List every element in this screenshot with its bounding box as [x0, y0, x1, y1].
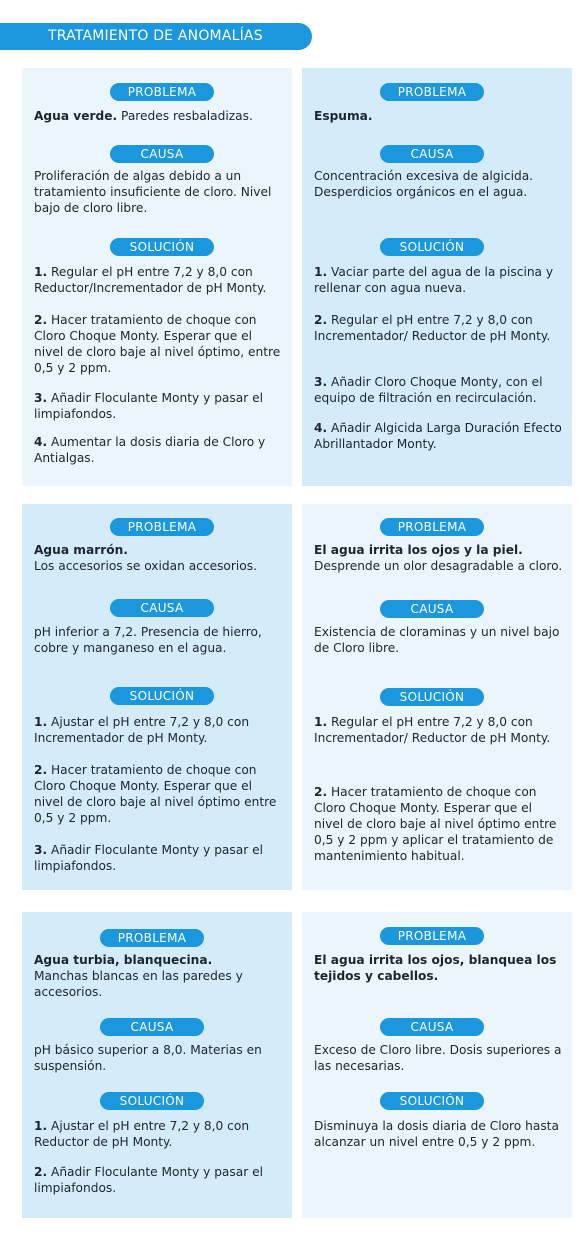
problem-description: [34, 542, 284, 574]
card-agua-verde: [22, 68, 292, 486]
problema-badge: PROBLEMA: [110, 518, 214, 536]
solucion-badge: SOLUCIÓN: [110, 687, 214, 705]
problem-title: El agua irrita los ojos, blanquea los tejidos y cabellos.: [314, 953, 557, 983]
cause-text: pH inferior a 7,2. Presencia de hierro, cobre y manganeso en el agua.: [34, 625, 262, 655]
problem-description: [314, 952, 564, 984]
solution-step: 1. Regular el pH entre 7,2 y 8,0 con Incrementador/ Reductor de pH Monty.: [314, 715, 551, 745]
problem-detail: Manchas blancas en las paredes y accesorios.: [34, 969, 243, 999]
problem-title: Espuma.: [314, 109, 373, 123]
causa-badge: CAUSA: [100, 1018, 204, 1036]
problem-detail: Desprende un olor desagradable a cloro.: [314, 559, 563, 573]
card-irrita-ojos-piel: [302, 504, 572, 890]
solution-step: 2. Regular el pH entre 7,2 y 8,0 con Incrementador/ Reductor de pH Monty.: [314, 313, 551, 343]
problema-badge: PROBLEMA: [380, 927, 484, 945]
cause-text: Exceso de Cloro libre. Dosis superiores a las necesarias.: [314, 1043, 562, 1073]
solution-step: 2. Añadir Floculante Monty y pasar el limpiafondos.: [34, 1165, 263, 1195]
solution-step: 1. Ajustar el pH entre 7,2 y 8,0 con Incrementador de pH Monty.: [34, 715, 250, 745]
problem-detail: Los accesorios se oxidan accesorios.: [34, 559, 257, 573]
solucion-badge: SOLUCIÓN: [380, 238, 484, 256]
problem-title: Agua turbia, blanquecina.: [34, 953, 213, 967]
card-agua-turbia: [22, 912, 292, 1218]
causa-badge: CAUSA: [380, 145, 484, 163]
solution-step: 2. Hacer tratamiento de choque con Cloro Choque Monty. Esperar que el nivel de cloro baje al nivel óptimo, entre 0,5 y 2 ppm.: [34, 313, 281, 375]
cause-text: Concentración excesiva de algicida. Desperdicios orgánicos en el agua.: [314, 169, 534, 199]
solution-step: 1. Ajustar el pH entre 7,2 y 8,0 con Reductor de pH Monty.: [34, 1119, 250, 1149]
section-title: TRATAMIENTO DE ANOMALÍAS: [0, 23, 312, 50]
problema-badge: PROBLEMA: [110, 83, 214, 101]
solucion-badge: SOLUCIÓN: [110, 238, 214, 256]
problem-description: [314, 108, 564, 124]
cause-text: pH básico superior a 8,0. Materias en suspensión.: [34, 1043, 262, 1073]
solution-step: 1. Vaciar parte del agua de la piscina y rellenar con agua nueva.: [314, 265, 554, 295]
causa-badge: CAUSA: [110, 145, 214, 163]
causa-badge: CAUSA: [380, 600, 484, 618]
problem-detail: Paredes resbaladizas.: [117, 109, 253, 123]
causa-badge: CAUSA: [110, 599, 214, 617]
solution-step: 1. Regular el pH entre 7,2 y 8,0 con Reductor/Incrementador de pH Monty.: [34, 265, 267, 295]
solution-step: 4. Añadir Algicida Larga Duración Efecto Abrillantador Monty.: [314, 421, 562, 451]
solution-step: 3. Añadir Cloro Choque Monty, con el equipo de filtración en recirculación.: [314, 375, 543, 405]
problema-badge: PROBLEMA: [380, 83, 484, 101]
solucion-badge: SOLUCIÓN: [380, 688, 484, 706]
solution-step: 3. Añadir Floculante Monty y pasar el limpiafondos.: [34, 843, 263, 873]
solucion-badge: SOLUCIÓN: [380, 1092, 484, 1110]
solution-step: 2. Hacer tratamiento de choque con Cloro Choque Monty. Esperar que el nivel de cloro baje al nivel óptimo entre 0,5 y 2 ppm y aplicar el tratamiento de mantenimiento habitual.: [314, 785, 557, 863]
cause-text: Existencia de cloraminas y un nivel bajo de Cloro libre.: [314, 625, 560, 655]
causa-badge: CAUSA: [380, 1018, 484, 1036]
problem-title: Agua verde.: [34, 109, 118, 123]
solution-step: Disminuya la dosis diaria de Cloro hasta alcanzar un nivel entre 0,5 y 2 ppm.: [314, 1119, 559, 1149]
solution-step: 2. Hacer tratamiento de choque con Cloro Choque Monty. Esperar que el nivel de cloro baje al nivel óptimo entre 0,5 y 2 ppm.: [34, 763, 277, 825]
problem-description: [34, 108, 284, 124]
card-espuma: [302, 68, 572, 486]
card-agua-marron: [22, 504, 292, 890]
problema-badge: PROBLEMA: [380, 518, 484, 536]
solucion-badge: SOLUCIÓN: [100, 1092, 204, 1110]
card-irrita-ojos-tejidos: [302, 912, 572, 1218]
solution-step: 4. Aumentar la dosis diaria de Cloro y Antialgas.: [34, 435, 266, 465]
cause-text: Proliferación de algas debido a un tratamiento insuficiente de cloro. Nivel bajo de cloro libre.: [34, 169, 272, 215]
problema-badge: PROBLEMA: [100, 929, 204, 947]
solution-step: 3. Añadir Floculante Monty y pasar el limpiafondos.: [34, 391, 263, 421]
problem-description: [314, 542, 564, 574]
problem-title: El agua irrita los ojos y la piel.: [314, 543, 523, 557]
problem-description: [34, 952, 284, 1000]
problem-title: Agua marrón.: [34, 543, 128, 557]
